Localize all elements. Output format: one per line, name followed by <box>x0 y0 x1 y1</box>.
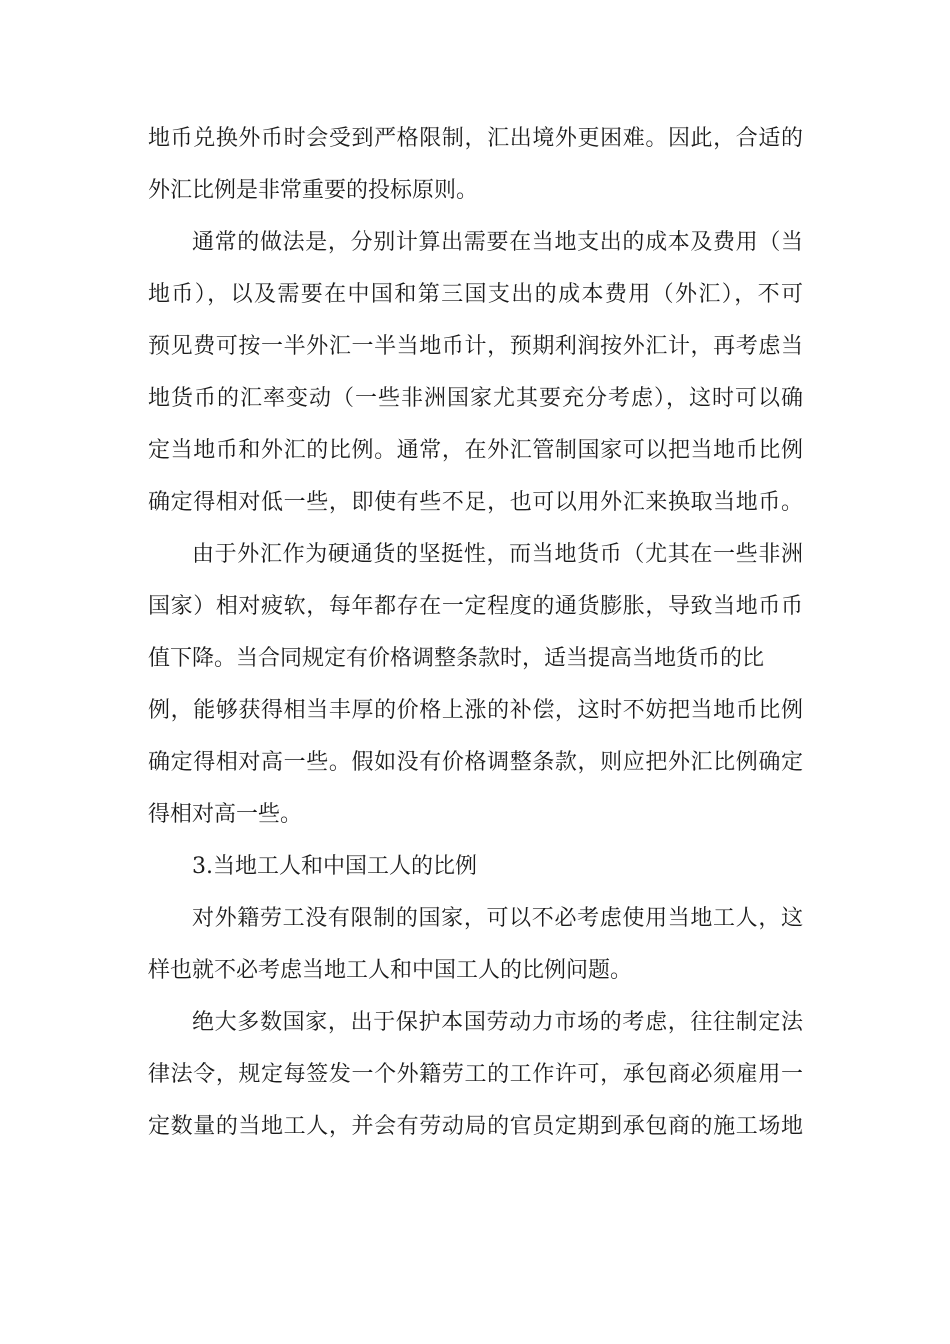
text-line: 由于外汇作为硬通货的坚挺性，而当地货币（尤其在一些非洲 <box>192 542 803 567</box>
text-line: 对外籍劳工没有限制的国家，可以不必考虑使用当地工人，这 <box>192 906 803 931</box>
text-line: 得相对高一些。 <box>148 802 303 827</box>
text-line: 地币兑换外币时会受到严格限制，汇出境外更困难。因此，合适的 <box>148 126 803 151</box>
text-line: 地币），以及需要在中国和第三国支出的成本费用（外汇），不可 <box>148 282 803 307</box>
text-line: 定当地币和外汇的比例。通常，在外汇管制国家可以把当地币比例 <box>148 438 803 463</box>
text-line: 值下降。当合同规定有价格调整条款时，适当提高当地货币的比 <box>148 646 765 671</box>
text-line: 国家）相对疲软，每年都存在一定程度的通货膨胀，导致当地币币 <box>148 594 803 619</box>
text-line: 通常的做法是，分别计算出需要在当地支出的成本及费用（当 <box>192 230 803 255</box>
text-line: 例，能够获得相当丰厚的价格上涨的补偿，这时不妨把当地币比例 <box>148 698 803 723</box>
text-line: 地货币的汇率变动（一些非洲国家尤其要充分考虑），这时可以确 <box>148 386 803 411</box>
section-heading: 3.当地工人和中国工人的比例 <box>192 854 477 879</box>
text-line: 确定得相对低一些，即使有些不足，也可以用外汇来换取当地币。 <box>148 490 803 515</box>
text-line: 外汇比例是非常重要的投标原则。 <box>148 178 479 203</box>
text-line: 定数量的当地工人，并会有劳动局的官员定期到承包商的施工场地 <box>148 1114 803 1139</box>
text-line: 样也就不必考虑当地工人和中国工人的比例问题。 <box>148 958 633 983</box>
text-line: 绝大多数国家，出于保护本国劳动力市场的考虑，往往制定法 <box>192 1010 803 1035</box>
text-line: 预见费可按一半外汇一半当地币计，预期利润按外汇计，再考虑当 <box>148 334 803 359</box>
body-text <box>148 113 803 1153</box>
text-line: 确定得相对高一些。假如没有价格调整条款，则应把外汇比例确定 <box>148 750 803 775</box>
text-line: 律法令，规定每签发一个外籍劳工的工作许可，承包商必须雇用一 <box>148 1062 803 1087</box>
